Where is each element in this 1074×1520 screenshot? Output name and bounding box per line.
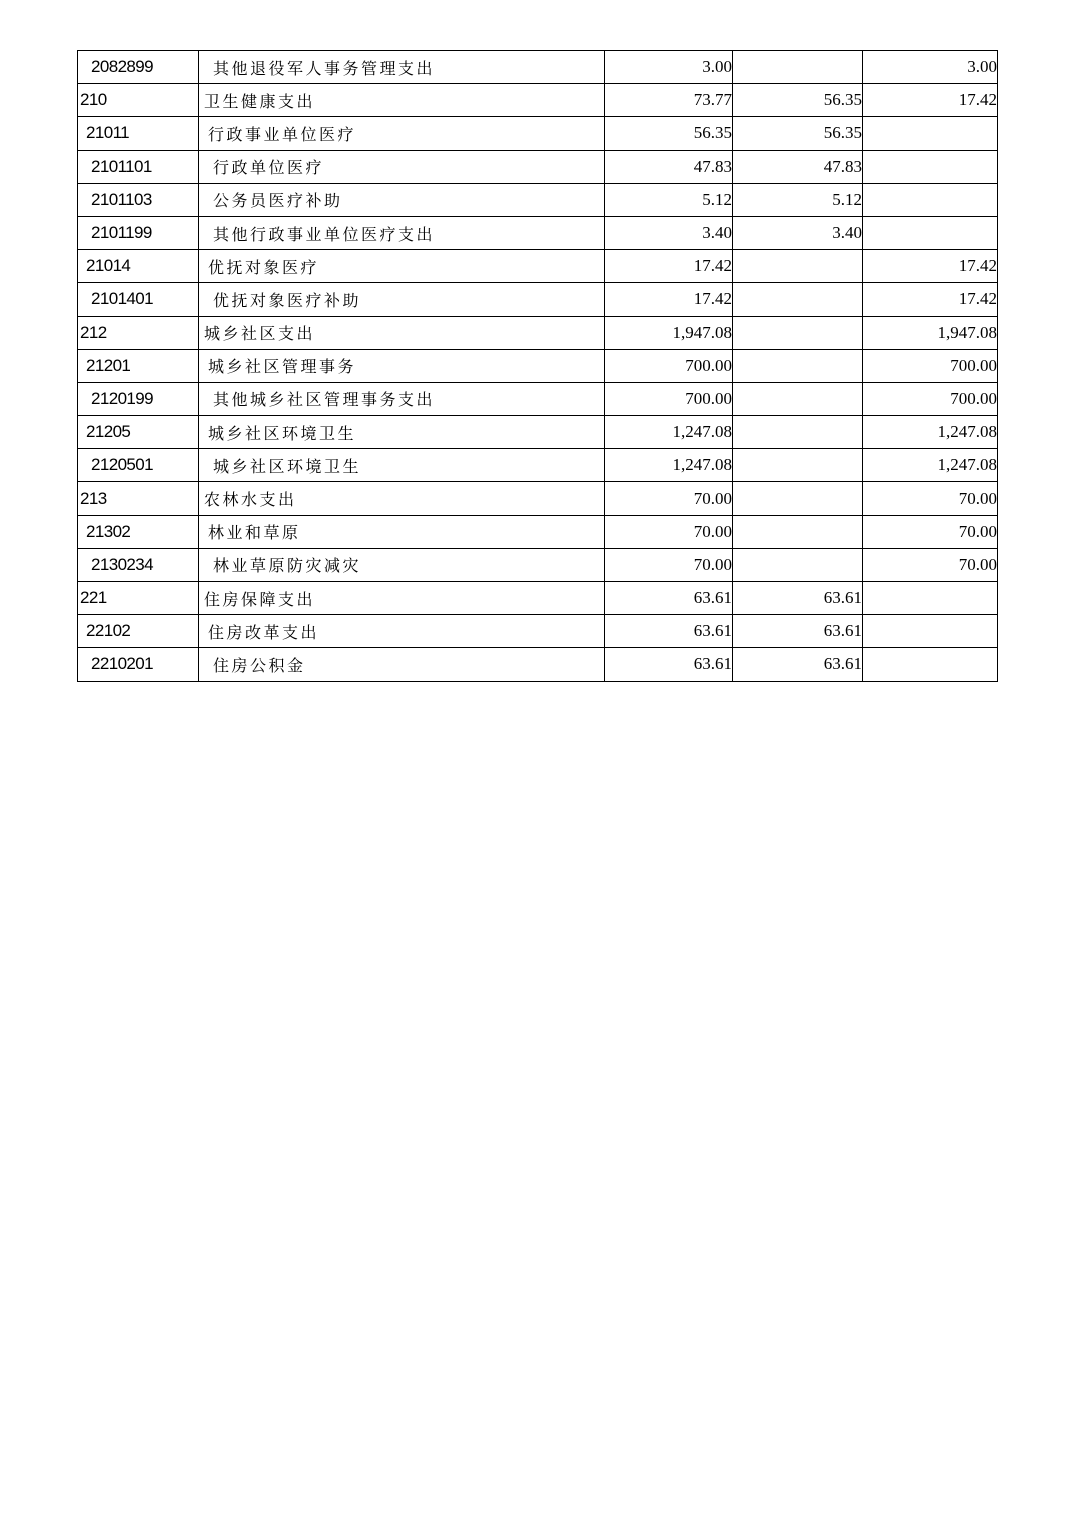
subject-code-cell: 2120501 bbox=[78, 449, 199, 482]
subject-name-cell: 城乡社区环境卫生 bbox=[199, 449, 605, 482]
subject-code-cell: 2101101 bbox=[78, 150, 199, 183]
subject-name-cell: 优抚对象医疗补助 bbox=[199, 283, 605, 316]
total-amount-cell: 70.00 bbox=[605, 548, 733, 581]
table-row bbox=[78, 216, 998, 249]
subject-code-cell: 21201 bbox=[78, 349, 199, 382]
total-amount-cell: 47.83 bbox=[605, 150, 733, 183]
basic-expenditure-cell bbox=[733, 416, 863, 449]
subject-name-cell: 优抚对象医疗 bbox=[199, 250, 605, 283]
subject-name-cell: 城乡社区管理事务 bbox=[199, 349, 605, 382]
table-row bbox=[78, 582, 998, 615]
table-row bbox=[78, 416, 998, 449]
subject-name-cell: 行政单位医疗 bbox=[199, 150, 605, 183]
total-amount-cell: 56.35 bbox=[605, 117, 733, 150]
subject-code-cell: 2120199 bbox=[78, 382, 199, 415]
basic-expenditure-cell: 47.83 bbox=[733, 150, 863, 183]
project-expenditure-cell: 17.42 bbox=[863, 250, 998, 283]
subject-name-cell: 其他行政事业单位医疗支出 bbox=[199, 216, 605, 249]
total-amount-cell: 70.00 bbox=[605, 515, 733, 548]
subject-name-cell: 卫生健康支出 bbox=[199, 84, 605, 117]
project-expenditure-cell: 1,247.08 bbox=[863, 416, 998, 449]
subject-code-cell: 213 bbox=[78, 482, 199, 515]
subject-code-cell: 22102 bbox=[78, 615, 199, 648]
total-amount-cell: 700.00 bbox=[605, 382, 733, 415]
basic-expenditure-cell bbox=[733, 51, 863, 84]
table-row bbox=[78, 250, 998, 283]
total-amount-cell: 1,247.08 bbox=[605, 449, 733, 482]
table-row bbox=[78, 283, 998, 316]
total-amount-cell: 700.00 bbox=[605, 349, 733, 382]
basic-expenditure-cell bbox=[733, 316, 863, 349]
basic-expenditure-cell: 63.61 bbox=[733, 648, 863, 681]
subject-name-cell: 城乡社区支出 bbox=[199, 316, 605, 349]
subject-code-cell: 2082899 bbox=[78, 51, 199, 84]
table-body bbox=[78, 51, 998, 682]
subject-name-cell: 住房公积金 bbox=[199, 648, 605, 681]
table-row bbox=[78, 316, 998, 349]
basic-expenditure-cell bbox=[733, 548, 863, 581]
table-row bbox=[78, 84, 998, 117]
project-expenditure-cell: 70.00 bbox=[863, 482, 998, 515]
subject-name-cell: 住房改革支出 bbox=[199, 615, 605, 648]
basic-expenditure-cell bbox=[733, 515, 863, 548]
total-amount-cell: 63.61 bbox=[605, 648, 733, 681]
basic-expenditure-cell: 63.61 bbox=[733, 615, 863, 648]
table-row bbox=[78, 648, 998, 681]
total-amount-cell: 3.40 bbox=[605, 216, 733, 249]
subject-name-cell: 住房保障支出 bbox=[199, 582, 605, 615]
total-amount-cell: 17.42 bbox=[605, 250, 733, 283]
subject-name-cell: 农林水支出 bbox=[199, 482, 605, 515]
basic-expenditure-cell: 56.35 bbox=[733, 117, 863, 150]
total-amount-cell: 63.61 bbox=[605, 582, 733, 615]
subject-name-cell: 其他城乡社区管理事务支出 bbox=[199, 382, 605, 415]
table-row bbox=[78, 117, 998, 150]
total-amount-cell: 3.00 bbox=[605, 51, 733, 84]
total-amount-cell: 1,947.08 bbox=[605, 316, 733, 349]
basic-expenditure-cell bbox=[733, 250, 863, 283]
project-expenditure-cell: 1,947.08 bbox=[863, 316, 998, 349]
subject-name-cell: 林业草原防灾减灾 bbox=[199, 548, 605, 581]
total-amount-cell: 73.77 bbox=[605, 84, 733, 117]
basic-expenditure-cell bbox=[733, 283, 863, 316]
project-expenditure-cell bbox=[863, 183, 998, 216]
table-row bbox=[78, 183, 998, 216]
table-row bbox=[78, 515, 998, 548]
subject-code-cell: 2101199 bbox=[78, 216, 199, 249]
subject-name-cell: 林业和草原 bbox=[199, 515, 605, 548]
project-expenditure-cell: 700.00 bbox=[863, 349, 998, 382]
project-expenditure-cell: 17.42 bbox=[863, 283, 998, 316]
basic-expenditure-cell: 3.40 bbox=[733, 216, 863, 249]
subject-code-cell: 2101103 bbox=[78, 183, 199, 216]
table-row bbox=[78, 150, 998, 183]
subject-name-cell: 城乡社区环境卫生 bbox=[199, 416, 605, 449]
subject-name-cell: 公务员医疗补助 bbox=[199, 183, 605, 216]
project-expenditure-cell: 1,247.08 bbox=[863, 449, 998, 482]
basic-expenditure-cell bbox=[733, 382, 863, 415]
subject-code-cell: 212 bbox=[78, 316, 199, 349]
subject-code-cell: 2210201 bbox=[78, 648, 199, 681]
basic-expenditure-cell: 5.12 bbox=[733, 183, 863, 216]
project-expenditure-cell bbox=[863, 117, 998, 150]
budget-expenditure-table bbox=[77, 50, 998, 682]
table-row bbox=[78, 349, 998, 382]
subject-code-cell: 2130234 bbox=[78, 548, 199, 581]
project-expenditure-cell bbox=[863, 150, 998, 183]
total-amount-cell: 5.12 bbox=[605, 183, 733, 216]
project-expenditure-cell bbox=[863, 615, 998, 648]
subject-code-cell: 21302 bbox=[78, 515, 199, 548]
project-expenditure-cell bbox=[863, 582, 998, 615]
subject-code-cell: 210 bbox=[78, 84, 199, 117]
basic-expenditure-cell: 56.35 bbox=[733, 84, 863, 117]
subject-code-cell: 21205 bbox=[78, 416, 199, 449]
total-amount-cell: 63.61 bbox=[605, 615, 733, 648]
subject-code-cell: 21011 bbox=[78, 117, 199, 150]
total-amount-cell: 17.42 bbox=[605, 283, 733, 316]
subject-name-cell: 其他退役军人事务管理支出 bbox=[199, 51, 605, 84]
project-expenditure-cell: 17.42 bbox=[863, 84, 998, 117]
project-expenditure-cell: 70.00 bbox=[863, 548, 998, 581]
total-amount-cell: 1,247.08 bbox=[605, 416, 733, 449]
basic-expenditure-cell bbox=[733, 349, 863, 382]
project-expenditure-cell bbox=[863, 648, 998, 681]
basic-expenditure-cell: 63.61 bbox=[733, 582, 863, 615]
project-expenditure-cell: 700.00 bbox=[863, 382, 998, 415]
project-expenditure-cell bbox=[863, 216, 998, 249]
table-row bbox=[78, 51, 998, 84]
subject-name-cell: 行政事业单位医疗 bbox=[199, 117, 605, 150]
subject-code-cell: 2101401 bbox=[78, 283, 199, 316]
table-row bbox=[78, 482, 998, 515]
basic-expenditure-cell bbox=[733, 449, 863, 482]
project-expenditure-cell: 70.00 bbox=[863, 515, 998, 548]
total-amount-cell: 70.00 bbox=[605, 482, 733, 515]
table-row bbox=[78, 382, 998, 415]
subject-code-cell: 221 bbox=[78, 582, 199, 615]
table-row bbox=[78, 615, 998, 648]
project-expenditure-cell: 3.00 bbox=[863, 51, 998, 84]
table-row bbox=[78, 449, 998, 482]
subject-code-cell: 21014 bbox=[78, 250, 199, 283]
basic-expenditure-cell bbox=[733, 482, 863, 515]
table-row bbox=[78, 548, 998, 581]
